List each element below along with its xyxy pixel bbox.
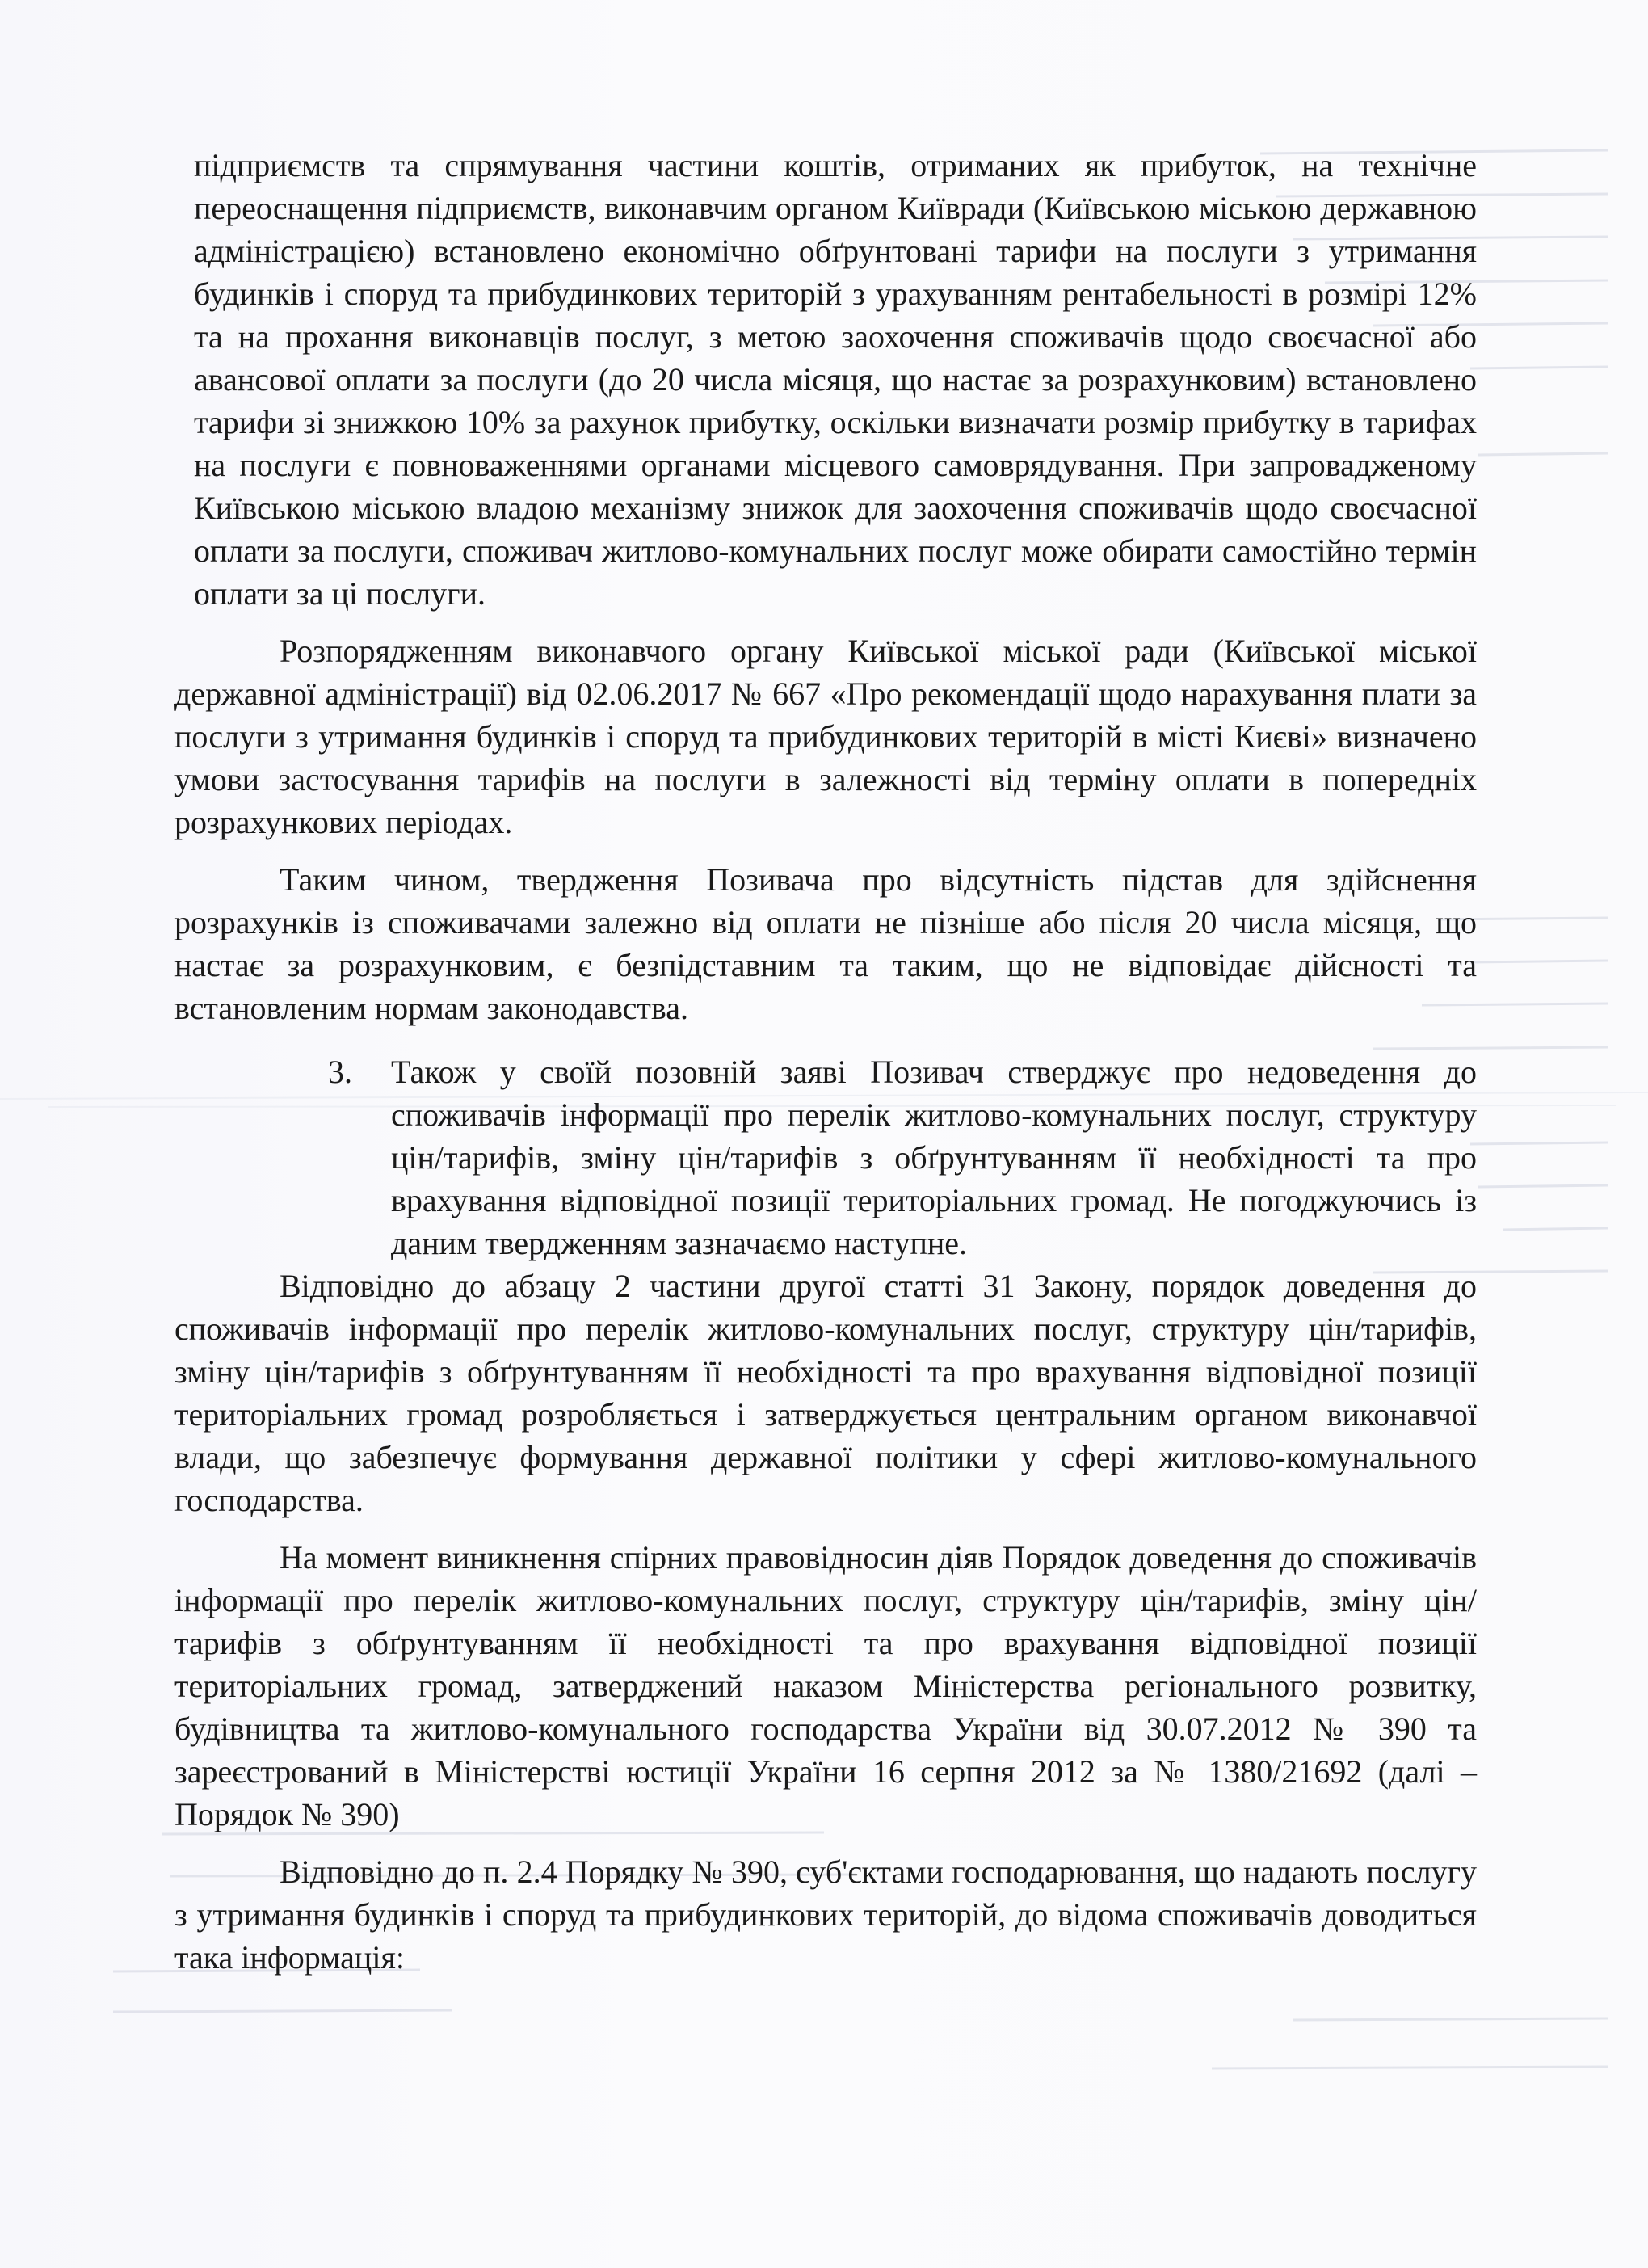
item-number: 3.	[328, 1054, 352, 1090]
numbered-item-3	[174, 1050, 1477, 1264]
paragraph-tariffs-continued: підприємств та спрямування частини коштів, отриманих як прибуток, на технічне переоснащення підприємств, виконавчим органом Київради (Київською міською державною адміністрацією) встановлено економічно обґрунтовані тарифи на послуги з утримання будинків і споруд та прибудинкових територій з урахуванням рентабельності в розмірі 12% та на прохання виконавців послуг, з метою заохочення споживачів щодо своєчасної або авансової оплати за послуги (до 20 числа місяця, що настає за розрахунковим) встановлено тарифи зі знижкою 10% за рахунок прибутку, оскільки визначати розмір прибутку в тарифах на послуги є повноваженнями органами місцевого самоврядування. При запровадженому Київською міською владою механізму знижок для заохочення споживачів щодо своєчасної оплати за послуги, споживач житлово-комунальних послуг може обирати самостійно термін оплати за ці послуги.	[194, 147, 1477, 612]
paragraph-kmda-order: Розпорядженням виконавчого органу Київської міської ради (Київської міської державної адміністрації) від 02.06.2017 № 667 «Про рекомендації щодо нарахування плати за послуги з утримання будинків і споруд та прибудинкових територій в місті Києві» визначено умови застосування тарифів на послуги в залежності від терміну оплати в попередніх розрахункових періодах.	[174, 633, 1477, 840]
paragraph-order-390: На момент виникнення спірних правовідносин діяв Порядок доведення до споживачів інформації про перелік житлово-комунальних послуг, структуру цін/тарифів, зміну цін/тарифів з обґрунтуванням її необхідності та про врахування відповідної позиції територіальних громад, затверджений наказом Міністерства регіонального розвитку, будівництва та житлово-комунального господарства України від 30.07.2012 № 390 та зареєстрований в Міністерстві юстиції України 16 серпня 2012 за № 1380/21692 (далі – Порядок № 390)	[174, 1539, 1477, 1832]
document-body	[174, 144, 1477, 1979]
paragraph-clause-2-4: Відповідно до п. 2.4 Порядку № 390, суб'єктами господарювання, що надають послугу з утримання будинків і споруд та прибудинкових територій, до відома споживачів доводиться така інформація:	[174, 1854, 1477, 1976]
paragraph-conclusion: Таким чином, твердження Позивача про відсутність підстав для здійснення розрахунків із споживачами залежно від оплати не пізніше або після 20 числа місяця, що настає за розрахунковим, є безпідставним та таким, що не відповідає дійсності та встановленим нормам законодавства.	[174, 861, 1477, 1026]
paragraph-claim-info: Також у своїй позовній заяві Позивач стверджує про недоведення до споживачів інформації про перелік житлово-комунальних послуг, структуру цін/тарифів, зміну цін/тарифів з обґрунтуванням її необхідності та про врахування відповідної позиції територіальних громад. Не погоджуючись із даним твердженням зазначаємо наступне.	[391, 1054, 1477, 1261]
paragraph-law-article-31: Відповідно до абзацу 2 частини другої статті 31 Закону, порядок доведення до споживачів інформації про перелік житлово-комунальних послуг, структуру цін/тарифів, зміну цін/тарифів з обґрунтуванням її необхідності та про врахування відповідної позиції територіальних громад розробляється і затверджується центральним органом виконавчої влади, що забезпечує формування державної політики у сфері житлово-комунального господарства.	[174, 1268, 1477, 1518]
